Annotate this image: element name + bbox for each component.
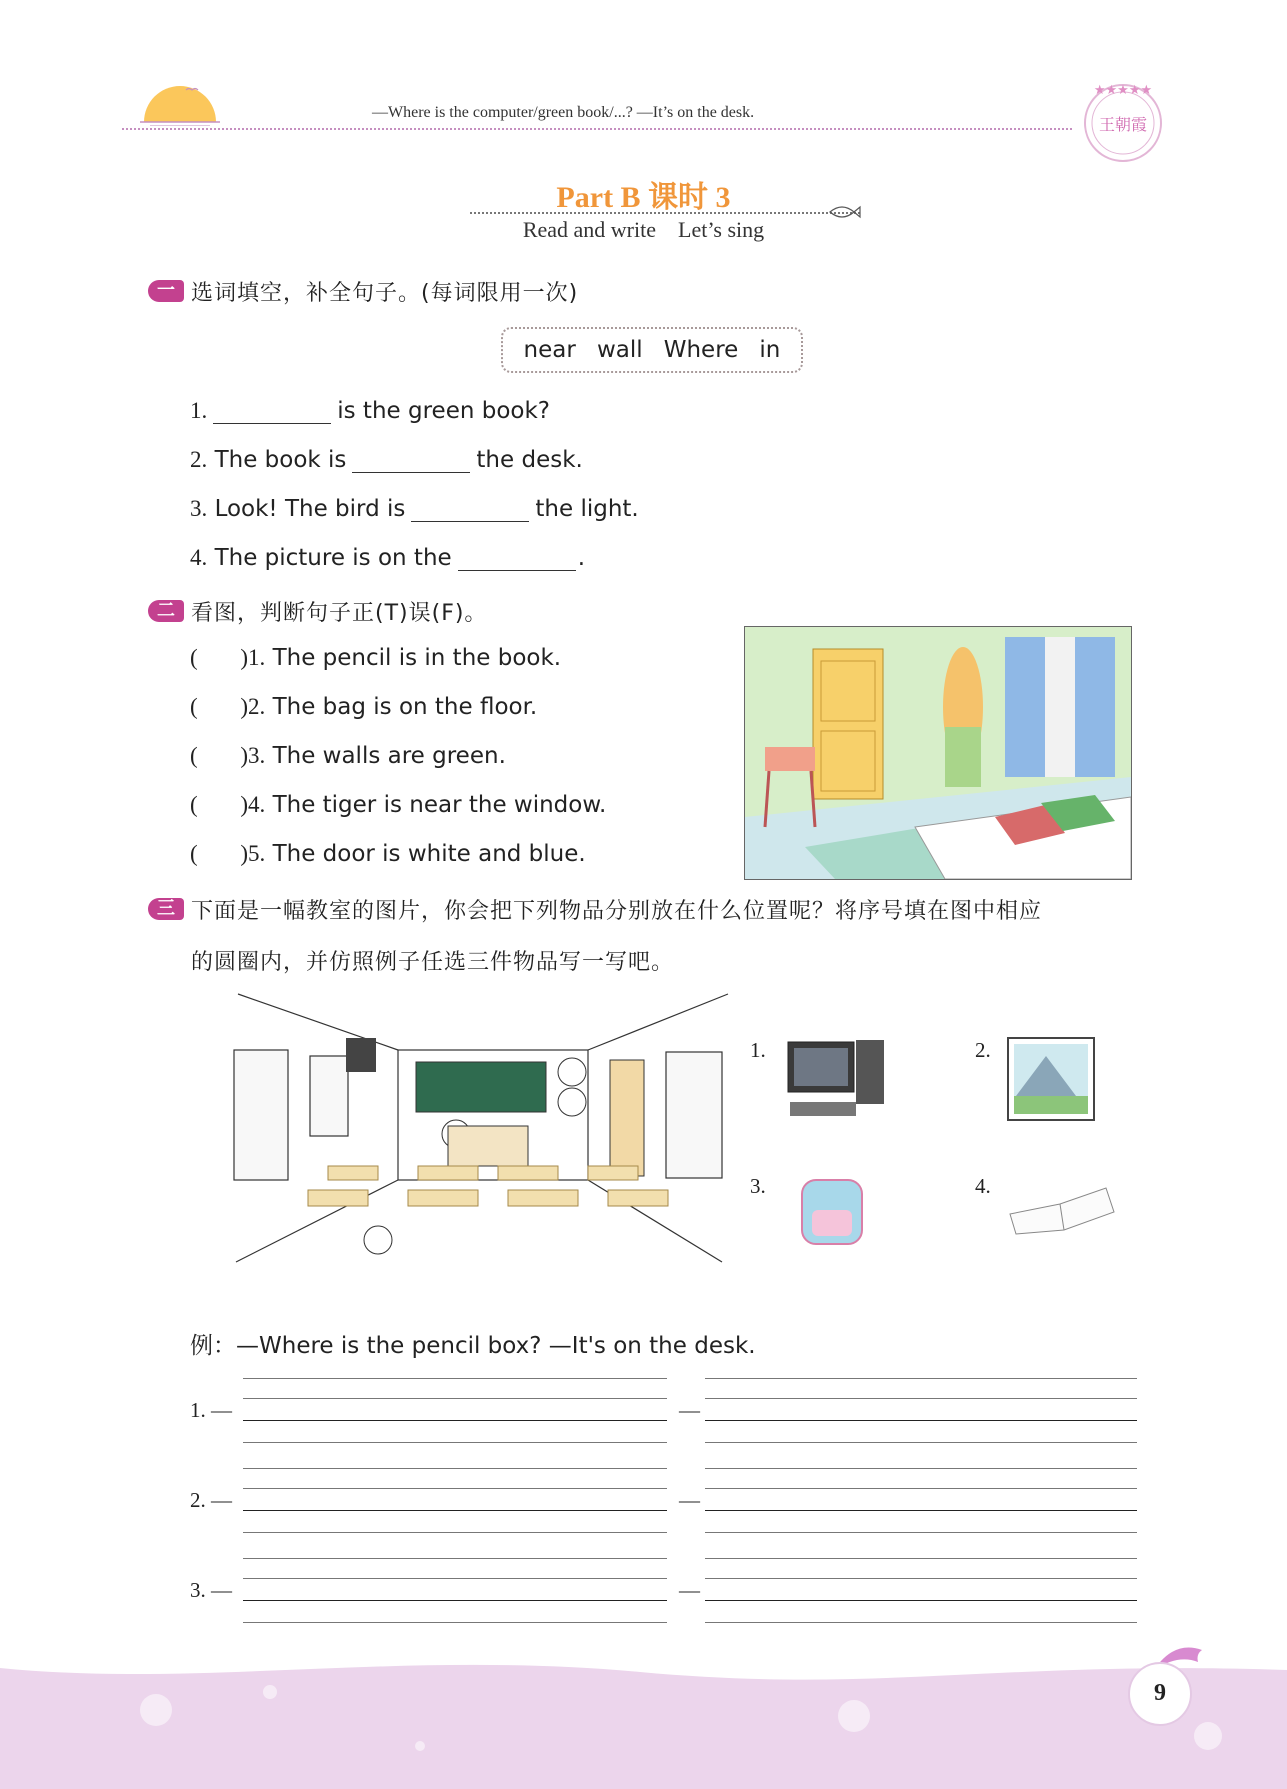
answer-dash: — bbox=[679, 1488, 700, 1512]
fill-question-4 bbox=[190, 545, 585, 571]
computer-icon bbox=[784, 1036, 890, 1126]
tf-item-5: ( ) 5. The door is white and blue. bbox=[190, 841, 586, 867]
question-text-after: is the green book? bbox=[337, 398, 550, 424]
item-text: The walls are green. bbox=[272, 743, 506, 769]
item-number: 1. bbox=[750, 1038, 766, 1062]
item-text: The bag is on the floor. bbox=[272, 694, 538, 720]
section1-instruction: 选词填空，补全句子。(每词限用一次) bbox=[191, 281, 579, 306]
fill-question-1 bbox=[190, 398, 550, 424]
tf-item-4: ( ) 4. The tiger is near the window. bbox=[190, 792, 607, 818]
subtitle: Read and write Let’s sing bbox=[522, 217, 765, 242]
word-bank-item: in bbox=[759, 337, 781, 363]
room-illustration bbox=[744, 626, 1132, 880]
section3-instruction-2: 的圆圈内，并仿照例子任选三件物品写一写吧。 bbox=[191, 950, 675, 975]
question-number: 2. bbox=[190, 447, 208, 472]
tf-item-1: ( ) 1. The pencil is in the book. bbox=[190, 645, 562, 671]
item-number: 2. bbox=[248, 694, 266, 719]
question-text-after: the desk. bbox=[476, 447, 583, 473]
part-title: Part B 课时 3 bbox=[556, 181, 731, 214]
question-text-before: Look! The bird is bbox=[214, 496, 406, 522]
header-sentence: —Where is the computer/green book/...? —It’s on the desk. bbox=[372, 104, 755, 121]
question-text-after: the light. bbox=[535, 496, 639, 522]
page-number: 9 bbox=[1128, 1662, 1192, 1726]
item-text: The tiger is near the window. bbox=[272, 792, 607, 818]
question-number: 3. bbox=[190, 496, 208, 521]
answer-label: 1. — bbox=[190, 1398, 232, 1422]
picture-icon bbox=[1006, 1036, 1098, 1124]
word-bank-item: wall bbox=[596, 337, 643, 363]
question-text-before: The picture is on the bbox=[214, 545, 452, 571]
item-text: The door is white and blue. bbox=[272, 841, 586, 867]
answer-label: 3. — bbox=[190, 1578, 232, 1602]
svg-text:★★★★★: ★★★★★ bbox=[1093, 83, 1153, 98]
example-sentence: 例：—Where is the pencil box? —It's on the desk. bbox=[190, 1333, 756, 1359]
sun-icon bbox=[140, 82, 220, 126]
answer-blank[interactable] bbox=[213, 399, 331, 424]
answer-label: 2. — bbox=[190, 1488, 232, 1512]
item-number: 5. bbox=[248, 841, 266, 866]
item-text: The pencil is in the book. bbox=[272, 645, 562, 671]
question-number: 4. bbox=[190, 545, 208, 570]
answer-dash: — bbox=[679, 1578, 700, 1602]
bag-icon bbox=[788, 1170, 884, 1248]
question-text-after: . bbox=[577, 545, 585, 571]
answer-blank[interactable] bbox=[352, 448, 470, 473]
answer-dash: — bbox=[679, 1398, 700, 1422]
word-bank-item: near bbox=[523, 337, 576, 363]
footer-wave bbox=[0, 1650, 1287, 1789]
classroom-illustration bbox=[228, 990, 730, 1290]
publisher-logo bbox=[1080, 78, 1166, 164]
question-number: 1. bbox=[190, 398, 208, 423]
answer-blank[interactable] bbox=[458, 546, 576, 571]
book-icon bbox=[1006, 1176, 1118, 1240]
word-bank bbox=[501, 327, 803, 373]
section2-tag: 二 bbox=[148, 600, 184, 622]
item-number: 3. bbox=[750, 1174, 766, 1198]
svg-text:王朝霞: 王朝霞 bbox=[1098, 115, 1148, 134]
section1-tag: 一 bbox=[148, 280, 184, 302]
fill-question-3 bbox=[190, 496, 639, 522]
title-divider bbox=[470, 212, 860, 214]
item-number: 1. bbox=[248, 645, 266, 670]
word-bank-item: Where bbox=[663, 337, 739, 363]
section3-tag: 三 bbox=[148, 898, 184, 920]
item-number: 4. bbox=[975, 1174, 991, 1198]
answer-blank[interactable] bbox=[411, 497, 529, 522]
section3-instruction-1: 下面是一幅教室的图片，你会把下列物品分别放在什么位置呢？将序号填在图中相应 bbox=[191, 899, 1043, 924]
item-number: 3. bbox=[248, 743, 266, 768]
section2-instruction: 看图，判断句子正(T)误(F)。 bbox=[191, 601, 488, 626]
tf-item-3: ( ) 3. The walls are green. bbox=[190, 743, 506, 769]
item-number: 4. bbox=[248, 792, 266, 817]
tf-item-2: ( ) 2. The bag is on the floor. bbox=[190, 694, 538, 720]
item-number: 2. bbox=[975, 1038, 991, 1062]
question-text-before: The book is bbox=[214, 447, 347, 473]
fill-question-2 bbox=[190, 447, 583, 473]
header-divider bbox=[122, 128, 1072, 130]
